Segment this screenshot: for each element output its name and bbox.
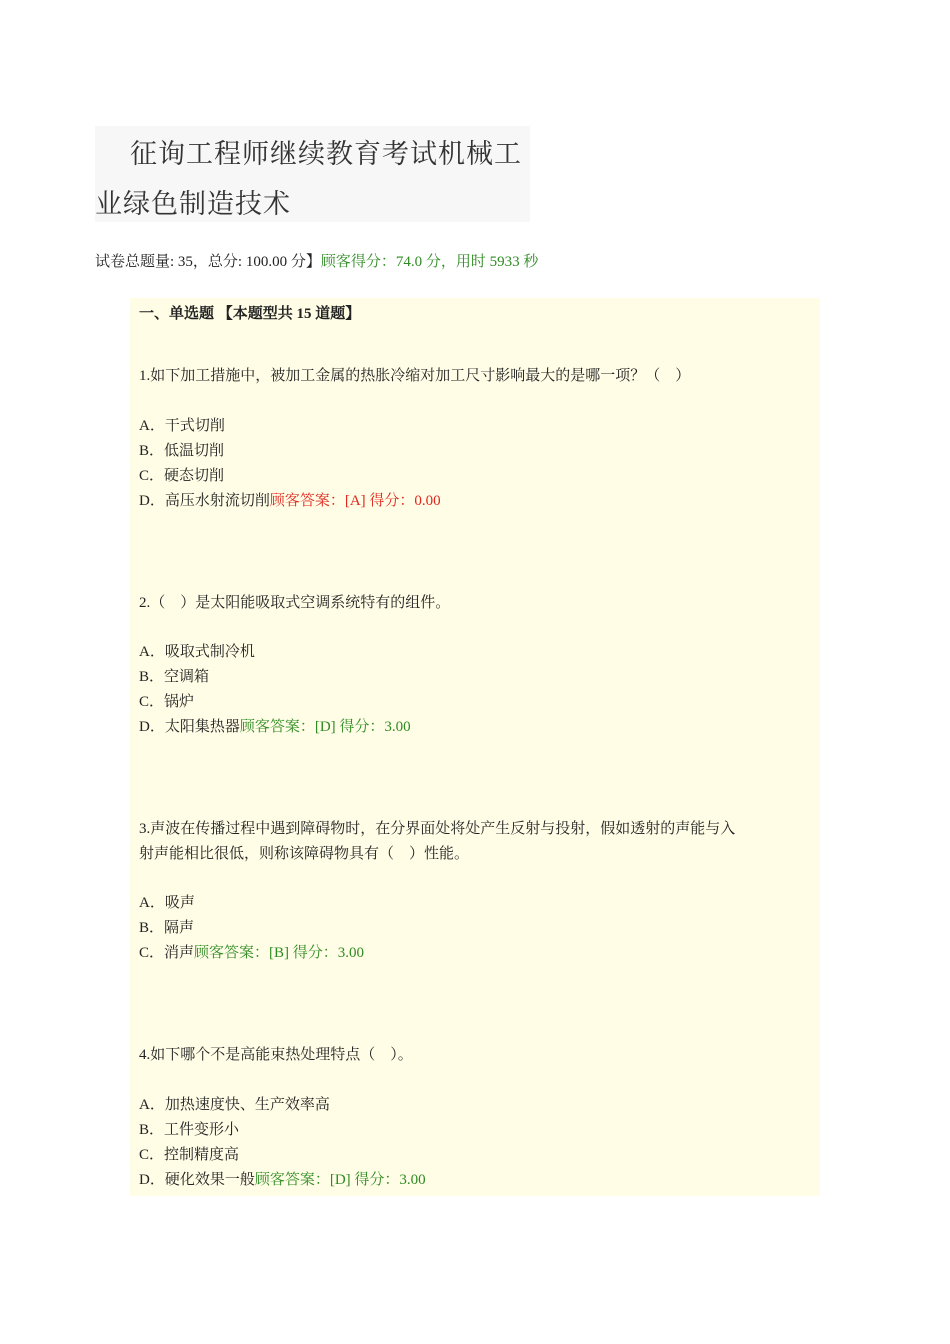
question-4-option-a: A．加热速度快、生产效率高: [139, 1097, 330, 1113]
question-2-option-a: A．吸取式制冷机: [139, 644, 255, 660]
question-1-option-b: B．低温切削: [139, 443, 225, 459]
question-1-result: 顾客答案：[A] 得分：0.00: [269, 493, 441, 509]
question-3-option-b: B．隔声: [139, 920, 195, 936]
question-3-stem-line-2: 射声能相比很低，则称该障碍物具有（ ）性能。: [139, 846, 470, 862]
question-1-stem: 1.如下加工措施中，被加工金属的热胀冷缩对加工尺寸影响最大的是哪一项？（ ）: [139, 368, 691, 384]
question-1-option-d: [139, 489, 441, 510]
exam-info: 试卷总题量: 35，总分: 100.00 分】: [95, 254, 321, 270]
question-3-stem-line-1: 3.声波在传播过程中遇到障碍物时，在分界面处将处产生反射与投射，假如透射的声能与入: [139, 821, 736, 837]
question-4-option-b: B．工件变形小: [139, 1122, 240, 1138]
question-4-stem: 4.如下哪个不是高能束热处理特点（ ）。: [139, 1047, 413, 1063]
question-3-result: 顾客答案：[B] 得分：3.00: [194, 945, 365, 961]
question-4-result: 顾客答案：[D] 得分：3.00: [254, 1172, 426, 1188]
question-2-option-d: [139, 715, 411, 736]
question-3-option-c-text: C．消声: [139, 945, 195, 961]
question-2-result: 顾客答案：[D] 得分：3.00: [239, 719, 411, 735]
question-1-option-a: A．干式切削: [139, 418, 225, 434]
document-title-line-2: 业绿色制造技术: [95, 189, 291, 219]
question-2-option-c: C．锅炉: [139, 694, 195, 710]
customer-score: 顾客得分：74.0 分，用时 5933 秒: [320, 254, 539, 270]
question-2-stem: 2.（ ）是太阳能吸取式空调系统特有的组件。: [139, 595, 451, 611]
question-2-option-b: B．空调箱: [139, 669, 210, 685]
section-title: 一、单选题 【本题型共 15 道题】: [139, 306, 361, 322]
exam-summary: [95, 250, 538, 271]
question-1-option-c: C．硬态切削: [139, 468, 225, 484]
question-4-option-d: [139, 1168, 426, 1189]
question-1-option-d-text: D．高压水射流切削: [139, 493, 270, 509]
question-2-option-d-text: D．太阳集热器: [139, 719, 240, 735]
question-4-option-d-text: D．硬化效果一般: [139, 1172, 255, 1188]
document-title-line-1: 征询工程师继续教育考试机械工: [130, 139, 522, 169]
question-3-option-c: [139, 941, 364, 962]
question-4-option-c: C．控制精度高: [139, 1147, 240, 1163]
question-3-option-a: A．吸声: [139, 895, 195, 911]
